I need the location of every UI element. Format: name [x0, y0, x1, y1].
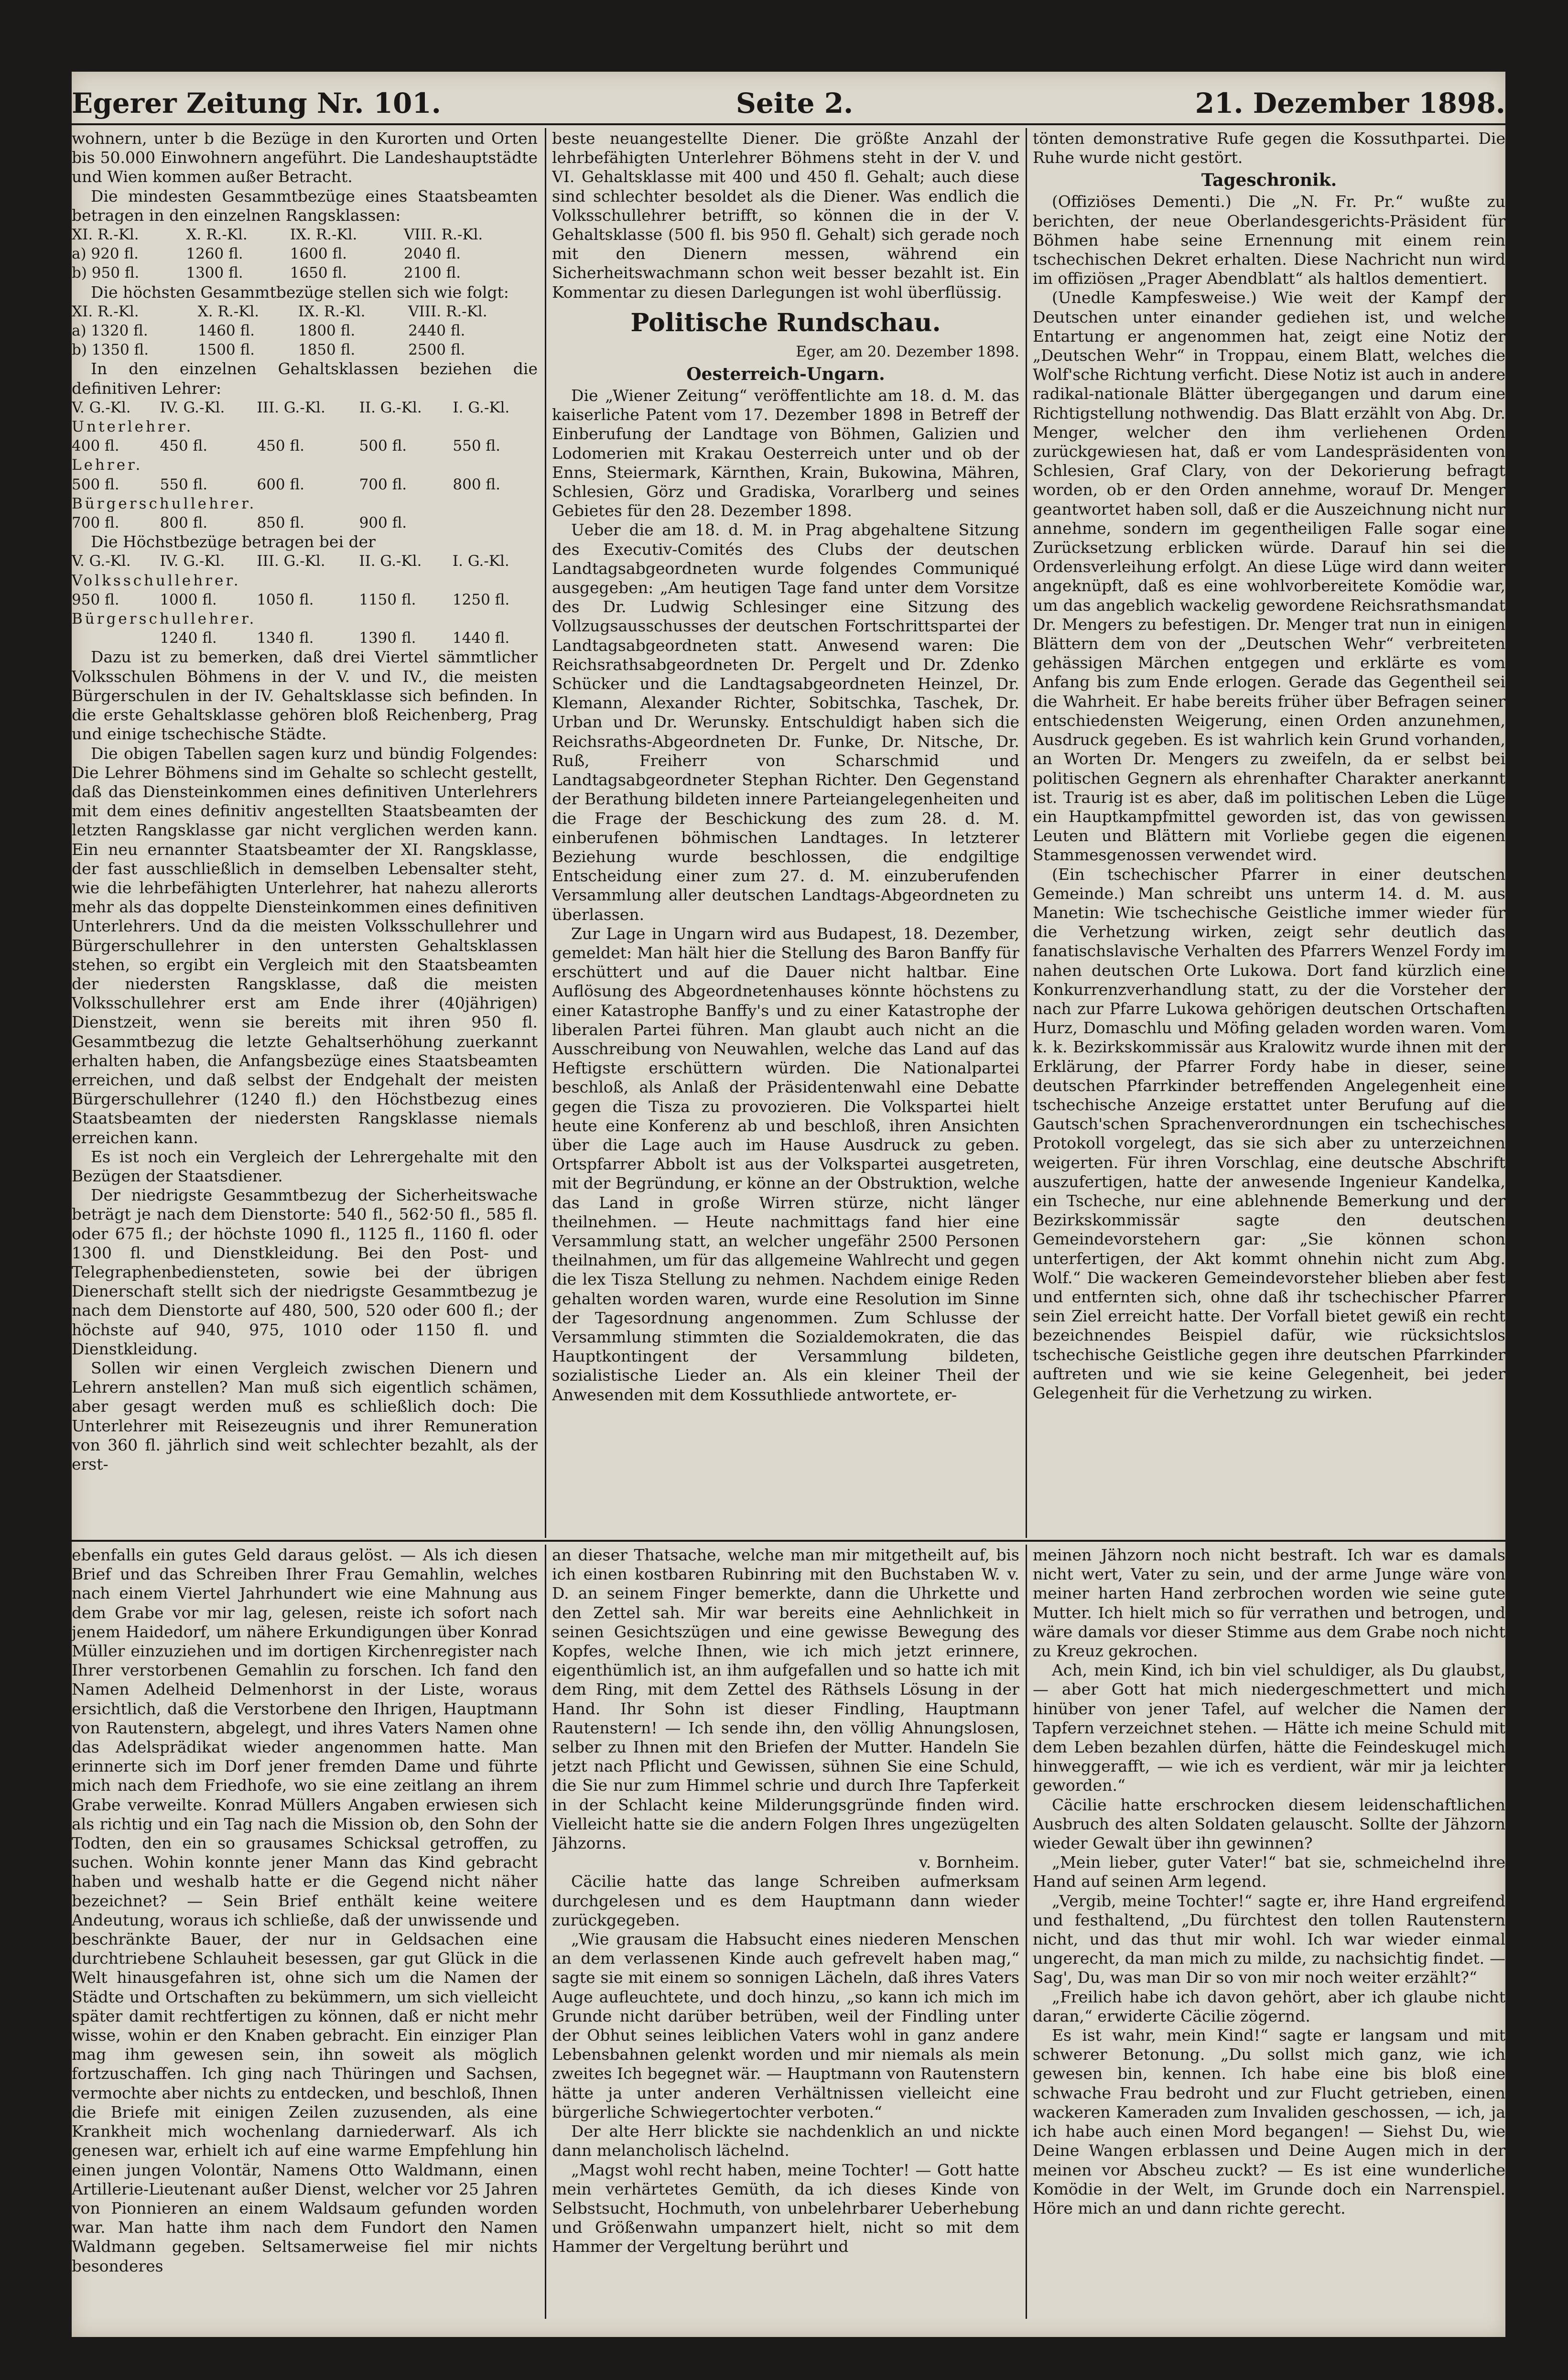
article-paragraph: Sollen wir einen Vergleich zwischen Dienern und Lehrern anstellen? Man muß sich eigentlich schämen, aber gesagt werden muß es schließlich doch: Die Unterlehrer mit Reisezeugnis und ihrer Remuneration von 360 fl. jährlich sind weit schlechter bezahlt, als der erst- — [72, 1359, 538, 1474]
salary-table-min: XI. R.-Kl. X. R.-Kl. IX. R.-Kl. VIII. R.-Kl. a) 920 fl. 1260 fl. 1600 fl. 2040 fl. b) 950 fl. 1300 fl. 1650 fl. 2100 fl. — [72, 226, 483, 282]
story-paragraph: „Mein lieber, guter Vater!“ bat sie, schmeichelnd ihre Hand auf seinen Arm legend. — [1033, 1853, 1505, 1891]
column-divider-2 — [1026, 128, 1027, 1538]
chronicle-paragraph: (Ein tschechischer Pfarrer in einer deutschen Gemeinde.) Man schreibt uns unterm 14. d. M. aus Manetin: Wie tschechische Geistliche immer wieder für die Verhetzung wirken, zeigt sehr deutlich das fanatischslavische Verhalten des Pfarrers Wenzel Fordy im nahen deutschen Orte Lukowa. Dort fand kürzlich eine Konkurrenzverhandlung statt, zu der die Vorsteher der nach zur Pfarre Lukowa gehörigen deutschen Ortschaften Hurz, Domaschlu und Möfing geladen worden waren. Vom k. k. Bezirkskommissär aus Kralowitz wurde ihnen mit der Erklärung, der Pfarrer Fordy habe in dieser, seine deutschen Pfarrkinder betreffenden Angelegenheit eine tschechische Anzeige erstattet unter Berufung auf die Gautsch'schen Sprachenverordnungen ein tschechisches Protokoll vorgelegt, das sie sich aber zu unterzeichnen weigerten. Für ihren Vorschlag, eine deutsche Abschrift auszufertigen, hatte der anwesende Ingenieur Kandelka, ein Tscheche, nur eine ablehnende Bemerkung und der Bezirkskommissär sagte den deutschen Gemeindevorstehern gar: „Sie können schon unterfertigen, der Akt kommt ohnehin nicht zum Abg. Wolf.“ Die wackeren Gemeindevorsteher blieben aber fest und entfernten sich, ohne daß ihr tschechischer Pfarrer sein Ziel erreicht hatte. Der Vorfall bietet gewiß ein recht bezeichnendes Beispiel dafür, wie rücksichtslos tschechische Geistliche gegen ihre deutschen Pfarrkinder auftreten und wie sie keine Gelegenheit, bei jeder Gelegenheit für die Verhetzung zu wirken. — [1033, 865, 1505, 1402]
news-paragraph: Ueber die am 18. d. M. in Prag abgehaltene Sitzung des Executiv-Comités des Clubs der deutschen Landtagsabgeordneten wurde folgendes Communiqué ausgegeben: „Am heutigen Tage fand unter dem Vorsitze des Dr. Ludwig Schlesinger eine Sitzung des Vollzugsausschusses der deutschen Fortschrittspartei der Landtagsabgeordneten statt. Anwesend waren: Die Reichsrathsabgeordneten Dr. Pergelt und Dr. Zdenko Schücker und die Landtagsabgeordneten Heinzel, Dr. Klemann, Alexander Richter, Sobitschka, Taschek, Dr. Urban und Dr. Werunsky. Entschuldigt haben sich die Reichsraths-Abgeordneten Dr. Funke, Dr. Nitsche, Dr. Ruß, Freiherr von Scharschmid und Landtagsabgeordneter Stephan Richter. Den Gegenstand der Berathung bildeten innere Parteiangelegenheiten und die Frage der Beschickung des zum 28. d. M. einberufenen böhmischen Landtages. In letzterer Beziehung wurde beschlossen, die endgiltige Entscheidung einer zum 27. d. M. einzuberufenden Versammlung aller deutschen Landtags-Abgeordneten zu überlassen. — [552, 520, 1019, 924]
article-paragraph: Die obigen Tabellen sagen kurz und bündig Folgendes: Die Lehrer Böhmens sind im Gehalte so schlecht gestellt, daß das Diensteinkommen eines definitiven Unterlehrers mit dem eines definitiv angestellten Staatsbeamten der letzten Rangsklasse gar nicht verglichen werden kann. Ein neu ernannter Staatsbeamter der XI. Rangsklasse, der fast ausschließlich in demselben Lebensalter steht, wie die lehrbefähigten Unterlehrer, hat nahezu allerorts mehr als das doppelte Diensteinkommen eines definitiven Unterlehrers. Und da die meisten Volksschullehrer und Bürgerschullehrer in den untersten Gehaltsklassen stehen, so ergibt ein Vergleich mit den Staatsbeamten der niedersten Rangsklasse, daß die meisten Volksschullehrer erst am Ende ihrer (40jährigen) Dienstzeit, wenn sie bereits mit ihren 950 fl. Gesammtbezug die letzte Gehaltserhöhung zuerkannt erhalten haben, die Anfangsbezüge eines Staatsbeamten erreichen, und daß selbst der Endgehalt der meisten Bürgerschullehrer (1240 fl.) den Höchstbezug eines Staatsbeamten der niedersten Rangsklasse niemals erreichen kann. — [72, 744, 538, 1147]
story-paragraph: „Wie grausam die Habsucht eines niederen Menschen an dem verlassenen Kinde auch gefrevelt haben mag,“ sagte sie mit einem so sonnigen Lächeln, daß ihres Vaters Auge aufleuchtete, und doch hinzu, „so kann ich mich im Grunde nicht darüber betrüben, weil der Findling unter der Obhut seines leiblichen Vaters wohl in ganz andere Lebensbahnen gelenkt worden und mir niemals als mein zweites Ich begegnet wär. — Hauptmann von Rautenstern hätte ja unter anderen Verhältnissen vielleicht eine bürgerliche Schwiegertochter verboten.“ — [552, 1930, 1019, 2121]
story-paragraph: Der alte Herr blickte sie nachdenklich an und nickte dann melancholisch lächelnd. — [552, 2122, 1019, 2160]
column-divider-1 — [545, 128, 546, 1538]
story-paragraph: an dieser Thatsache, welche man mir mitgetheilt auf, bis ich einen kostbaren Rubinring mit den Buchstaben W. v. D. an seinem Finger bemerkte, dann die Uhrkette und den Zettel sah. Mir war bereits eine Aehnlichkeit in seinen Gesichtszügen und eine gewisse Bewegung des Kopfes, welche Ihnen, wie ich mich jetzt erinnere, eigenthümlich ist, an ihm aufgefallen und so hatte ich mit dem Ring, mit dem Zettel des Räthsels Lösung in der Hand. Ihr Sohn ist dieser Findling, Hauptmann Rautenstern! — Ich sende ihn, den völlig Ahnungslosen, selber zu Ihnen mit den Briefen der Mutter. Handeln Sie jetzt nach Pflicht und Gewissen, sühnen Sie eine Schuld, die Sie nur zum Himmel schrie und durch Ihre Tapferkeit in der Schlacht keine Milderungsgründe finden wird. Vielleicht hatte sie die andern Folgen Ihres ungezügelten Jähzorns. — [552, 1546, 1019, 1853]
story-paragraph: meinen Jähzorn noch nicht bestraft. Ich war es damals nicht wert, Vater zu sein, und der arme Junge wäre von meiner harten Hand zerbrochen worden wie seine gute Mutter. Ich hielt mich so für verrathen und betrogen, und wäre damals vor dieser Stimme aus dem Grabe noch nicht zu Kreuz gekrochen. — [1033, 1546, 1505, 1661]
feuilleton-column-2 — [552, 1546, 1019, 2329]
section-title: Tageschronik. — [1201, 170, 1337, 191]
column-teacher-salaries — [72, 129, 538, 1534]
header-page-number: Seite 2. — [736, 87, 854, 119]
salary-intro-max: Die höchsten Gesammtbezüge stellen sich wie folgt: — [91, 282, 509, 302]
column-politics — [552, 129, 1019, 1534]
teacher-max-salary-table: V. G.-Kl. IV. G.-Kl. III. G.-Kl. II. G.-Kl. I. G.-Kl. Volksschullehrer. 950 fl. 1000 fl. 1050 fl. 1150 fl. 1250 fl. Bürgerschullehrer. 1240 fl. 1340 fl. 1390 fl. 1440 fl. — [72, 552, 510, 647]
chronicle-paragraph: (Unedle Kampfesweise.) Wie weit der Kampf der Deutschen unter einander gediehen ist, und welche Entartung er angenommen hat, zeigt eine Notiz der „Deutschen Wehr“ in Troppau, einem Blatt, welches die Wolf'sche Richtung verficht. Diese Notiz ist auch in andere radikal-nationale Blätter übergegangen und darum eine Richtigstellung nothwendig. Das Blatt erzählt von Abg. Dr. Menger, welcher den ihm verliehenen Orden zurückgewiesen hat, daß er vom Landespräsidenten von Schlesien, Graf Clary, von der Dekorierung befragt worden, ob er den Orden annehme, worauf Dr. Menger geantwortet haben soll, daß er die Auszeichnung nicht nur annehme, sondern im gegentheiligen Falle sogar eine Zurücksetzung erblicken würde. Darauf hin sei die Ordensverleihung erfolgt. An diese Lüge wird dann weiter angeknüpft, daß es eine wohlvorbereitete Komödie war, um das angeblich wackelig gewordene Reichsrathsmandat Dr. Mengers zu befestigen. Dr. Menger trat nun in einigen Blättern dem von der „Deutschen Wehr“ verbreiteten gehässigen Märchen entgegen und erklärte es vom Anfang bis zum Ende erlogen. Gerade das Gegentheil sei die Wahrheit. Er habe bereits früher über Befragen seiner entschiedensten Weigerung, einen Orden anzunehmen, Ausdruck gegeben. Es ist wahrlich kein Grund vorhanden, an Worten Dr. Mengers zu zweifeln, da er selbst bei politischen Gegnern als ehrenhafter Charakter anerkannt ist. Traurig ist es aber, daß im politischen Leben die Lüge ein Hauptkampfmittel geworden ist, das von gewissen Leuten und Blättern mit Vorliebe gegen die eigenen Stammesgenossen verwendet wird. — [1033, 288, 1505, 865]
chronicle-paragraph: (Offiziöses Dementi.) Die „N. Fr. Pr.“ wußte zu berichten, der neue Oberlandesgerichts-Präsident für Böhmen habe seine Ernennung mit einem rein tschechischen Dekret erhalten. Diese Nachricht nun wird im offiziösen „Prager Abendblatt“ als haltlos dementiert. — [1033, 192, 1505, 288]
feuilleton-divider-2 — [1026, 1545, 1027, 2319]
header-date: 21. Dezember 1898. — [1195, 87, 1505, 119]
article-continuation: beste neuangestellte Diener. Die größte Anzahl der lehrbefähigten Unterlehrer Böhmens steht in der V. und VI. Gehaltsklasse mit 400 und 450 fl. Gehalt; auch diese sind schlechter besoldet als die Diener. Was endlich die Volksschullehrer betrifft, so können die in der V. Gehaltsklasse (500 fl. bis 950 fl. Gehalt) sich gerade noch mit den Dienern messen, während ein Sicherheitswachmann schon weit besser bezahlt ist. Ein Kommentar zu diesen Darlegungen ist wohl überflüssig. — [552, 129, 1019, 302]
story-paragraph: Ach, mein Kind, ich bin viel schuldiger, als Du glaubst, — aber Gott hat mich niedergeschmettert und mich hinüber von jener Tafel, auf welcher die Namen der Tapfern verzeichnet stehen. — Hätte ich meine Schuld mit dem Leben bezahlen dürfen, hätte die Feindeskugel mich hinweggerafft, — wie ich es verdient, wär mir ja leichter geworden.“ — [1033, 1661, 1505, 1795]
feuilleton-column-3 — [1033, 1546, 1505, 2329]
article-continuation: tönten demonstrative Rufe gegen die Kossuthpartei. Die Ruhe wurde nicht gestört. — [1033, 129, 1505, 167]
story-paragraph: „Vergib, meine Tochter!“ sagte er, ihre Hand ergreifend und festhaltend, „Du fürchtest den tollen Rautenstern nicht, und das thut mir wohl. Ich war wieder einmal ungerecht, da man mich zu milde, zu nachsichtig findet. — Sag', Du, was man Dir so von mir noch weiter erzählt?“ — [1033, 1891, 1505, 1987]
story-paragraph: „Freilich habe ich davon gehört, aber ich glaube nicht daran,“ erwiderte Cäcilie zögernd. — [1033, 1987, 1505, 2025]
feuilleton-rule — [72, 1540, 1505, 1542]
news-paragraph: Zur Lage in Ungarn wird aus Budapest, 18. Dezember, gemeldet: Man hält hier die Stellung des Baron Banffy für erschüttert und auf die Dauer nicht haltbar. Eine Auflösung des Abgeordnetenhauses könnte höchstens zu einer Katastrophe Banffy's und zu einer Katastrophe der liberalen Partei führen. Man glaubt auch nicht an die Ausschreibung von Neuwahlen, welche das Land auf das Heftigste erschüttern würden. Die Nationalpartei beschloß, als Anlaß der Präsidentenwahl eine Debatte gegen die Tisza zu provozieren. Die Volkspartei hielt heute eine Konferenz ab und beschloß, ihren Ansichten über die Lage auch im Hause Ausdruck zu geben. Ortspfarrer Abbolt ist aus der Volkspartei ausgetreten, mit der Begründung, er könne an der Obstruktion, welche das Land in große Wirren stürze, nicht länger theilnehmen. — Heute nachmittags fand hier eine Versammlung statt, an welcher ungefähr 2500 Personen theilnahmen, um für das allgemeine Wahlrecht und gegen die lex Tisza Stellung zu nehmen. Nachdem einige Reden gehalten worden waren, wurde eine Resolution im Sinne der Tagesordnung angenommen. Zum Schlusse der Versammlung stimmten die Sozialdemokraten, die das Hauptkontingent der Versammlung bildeten, sozialistische Lieder an. Als ein kleiner Theil der Anwesenden mit dem Kossuthliede antwortete, er- — [552, 924, 1019, 1404]
teacher-salary-table: V. G.-Kl. IV. G.-Kl. III. G.-Kl. II. G.-Kl. I. G.-Kl. Unterlehrer. 400 fl. 450 fl. 450 fl. 500 fl. 550 fl. Lehrer. 500 fl. 550 fl. 600 fl. 700 fl. 800 fl. Bürgerschullehrer. 700 fl. 800 fl. 850 fl. 900 fl. — [72, 399, 510, 532]
story-paragraph: ebenfalls ein gutes Geld daraus gelöst. — Als ich diesen Brief und das Schreiben Ihrer Frau Gemahlin, welches nach einem Viertel Jahrhundert wie eine Mahnung aus dem Grabe vor mir lag, gelesen, reiste ich sofort nach jenem Haidedorf, um nähere Erkundigungen über Konrad Müller einzuziehen und im dortigen Kirchenregister nach Ihrer verstorbenen Gemahlin zu forschen. Ich fand den Namen Adelheid Delmenhorst in der Liste, woraus ersichtlich, daß die Verstorbene den Ihrigen, Hauptmann von Rautenstern, abgelegt, und ihres Vaters Namen ohne das Adelsprädikat wieder angenommen hatte. Man erinnerte sich im Dorf jener fremden Dame und führte mich nach dem Friedhofe, wo sie eine zeitlang an ihrem Grabe verweilte. Konrad Müllers Angaben erwiesen sich als richtig und ein Tag nach die Mission ob, den Sohn der Todten, den ein so grausames Schicksal getroffen, zu suchen. Wohin konnte jener Mann das Kind gebracht haben und weshalb hatte er die Gegend nicht näher bezeichnet? — Sein Brief enthält keine weitere Andeutung, woraus ich schließe, daß der unwissende und beschränkte Bauer, der nur in Geldsachen eine durchtriebene Schlauheit besessen, gar gut Glück in die Welt hinausgefahren ist, ohne sich um die Namen der Städte und Ortschaften zu bekümmern, um sich vielleicht später damit rechtfertigen zu können, daß er nicht mehr wisse, wohin er den Knaben gebracht. Ein einziger Plan mag ihm gewesen sein, ihn soweit als möglich fortzuschaffen. Ich ging nach Thüringen und Sachsen, vermochte aber nichts zu entdecken, und beschloß, Ihnen die Briefe mit einigen Zeilen zuzusenden, als eine Krankheit mich wochenlang darniederwarf. Als ich genesen war, erhielt ich auf eine warme Empfehlung hin einen jungen Volontär, Namens Otto Waldmann, einen Artillerie-Lieutenant außer Dienst, welcher vor 25 Jahren von Pionnieren an einem Waldsaum gefunden worden war. Man hatte ihm nach dem Fundort den Namen Waldmann gegeben. Seltsamerweise fiel mir nichts besonderes — [72, 1546, 538, 2275]
article-paragraph: Der niedrigste Gesammtbezug der Sicherheitswache beträgt je nach dem Dienstorte: 540 fl., 562·50 fl., 585 fl. oder 675 fl.; der höchste 1090 fl., 1125 fl., 1160 fl. oder 1300 fl. und Dienstkleidung. Bei den Post- und Telegraphenbediensteten, sowie bei der übrigen Dienerschaft stellt sich der niedrigste Gesammtbezug je nach dem Dienstorte auf 480, 500, 520 oder 600 fl.; der höchste auf 940, 975, 1010 oder 1150 fl. und Dienstkleidung. — [72, 1186, 538, 1358]
feuilleton-column-1 — [72, 1546, 538, 2329]
header-masthead: Egerer Zeitung Nr. 101. — [72, 87, 441, 119]
max-teachers-intro: Die Höchstbezüge betragen bei der — [91, 532, 376, 552]
author-signature: v. Bornheim. — [919, 1853, 1019, 1872]
news-paragraph: Die „Wiener Zeitung“ veröffentlichte am 18. d. M. das kaiserliche Patent vom 17. Dezember 1898 in Betreff der Einberufung der Landtage von Böhmen, Galizien und Lodomerien mit Krakau Oesterreich unter und ob der Enns, Steiermark, Kärnthen, Krain, Bukowina, Mähren, Schlesien, Görz und Gradiska, Vorarlberg und seines Gebietes für den 28. Dezember 1898. — [552, 386, 1019, 520]
story-paragraph: Es ist wahr, mein Kind!“ sagte er langsam und mit schwerer Betonung. „Du sollst mich ganz, wie ich gewesen bin, kennen. Ich habe eine bis bloß eine schwache Frau bedroht und zur Flucht getrieben, einen wackeren Kameraden zum Invaliden geschossen, — ich, ja ich habe auch einen Mord begangen! — Siehst Du, wie Deine Wangen erblassen und Deine Augen mich in der meinen vor Abscheu zuckt? — Es ist eine wunderliche Komödie in der Welt, im Grunde doch ein Narrenspiel. Höre mich an und dann richte gerecht. — [1033, 2026, 1505, 2218]
salary-table-max: XI. R.-Kl. X. R.-Kl. IX. R.-Kl. VIII. R.-Kl. a) 1320 fl. 1460 fl. 1800 fl. 2440 fl. b) 1350 fl. 1500 fl. 1850 fl. 2500 fl. — [72, 303, 487, 359]
article-paragraph: Es ist noch ein Vergleich der Lehrergehalte mit den Bezügen der Staatsdiener. — [72, 1147, 538, 1185]
story-paragraph: Cäcilie hatte das lange Schreiben aufmerksam durchgelesen und es dem Hauptmann dann wieder zurückgegeben. — [552, 1872, 1019, 1929]
story-paragraph: „Magst wohl recht haben, meine Tochter! — Gott hatte mein verhärtetes Gemüth, da ich dieses Kinde von Selbstsucht, Hochmuth, von unbelehrbarer Ueberhebung und Größenwahn umpanzert hielt, nicht so mit dem Hammer der Vergeltung berührt und — [552, 2160, 1019, 2256]
article-continuation: wohnern, unter b die Bezüge in den Kurorten und Orten bis 50.000 Einwohnern angeführt. Die Landeshauptstädte und Wien kommen außer Betracht. — [72, 129, 538, 186]
article-paragraph: Dazu ist zu bemerken, daß drei Viertel sämmtlicher Volksschulen Böhmens in der V. und IV., die meisten Bürgerschulen in der IV. Gehaltsklasse sich befinden. In die erste Gehaltsklasse gehören bloß Reichenberg, Prag und einige tschechische Städte. — [72, 648, 538, 744]
salary-intro-min: Die mindesten Gesammtbezüge eines Staatsbeamten betragen in den einzelnen Rangsklassen: — [72, 186, 538, 225]
column-daily-chronicle — [1033, 129, 1505, 1534]
teachers-intro: In den einzelnen Gehaltsklassen beziehen die definitiven Lehrer: — [72, 359, 538, 398]
header-rule — [72, 123, 1505, 125]
newspaper-page — [72, 72, 1505, 2337]
story-paragraph: Cäcilie hatte erschrocken diesem leidenschaftlichen Ausbruch des alten Soldaten gelauscht. Sollte der Jähzorn wieder Gewalt über ihn gewinnen? — [1033, 1795, 1505, 1853]
feuilleton-divider-1 — [545, 1545, 546, 2319]
region-heading: Oesterreich-Ungarn. — [686, 364, 885, 385]
section-title: Politische Rundschau. — [630, 308, 941, 337]
dateline: Eger, am 20. Dezember 1898. — [796, 343, 1019, 360]
